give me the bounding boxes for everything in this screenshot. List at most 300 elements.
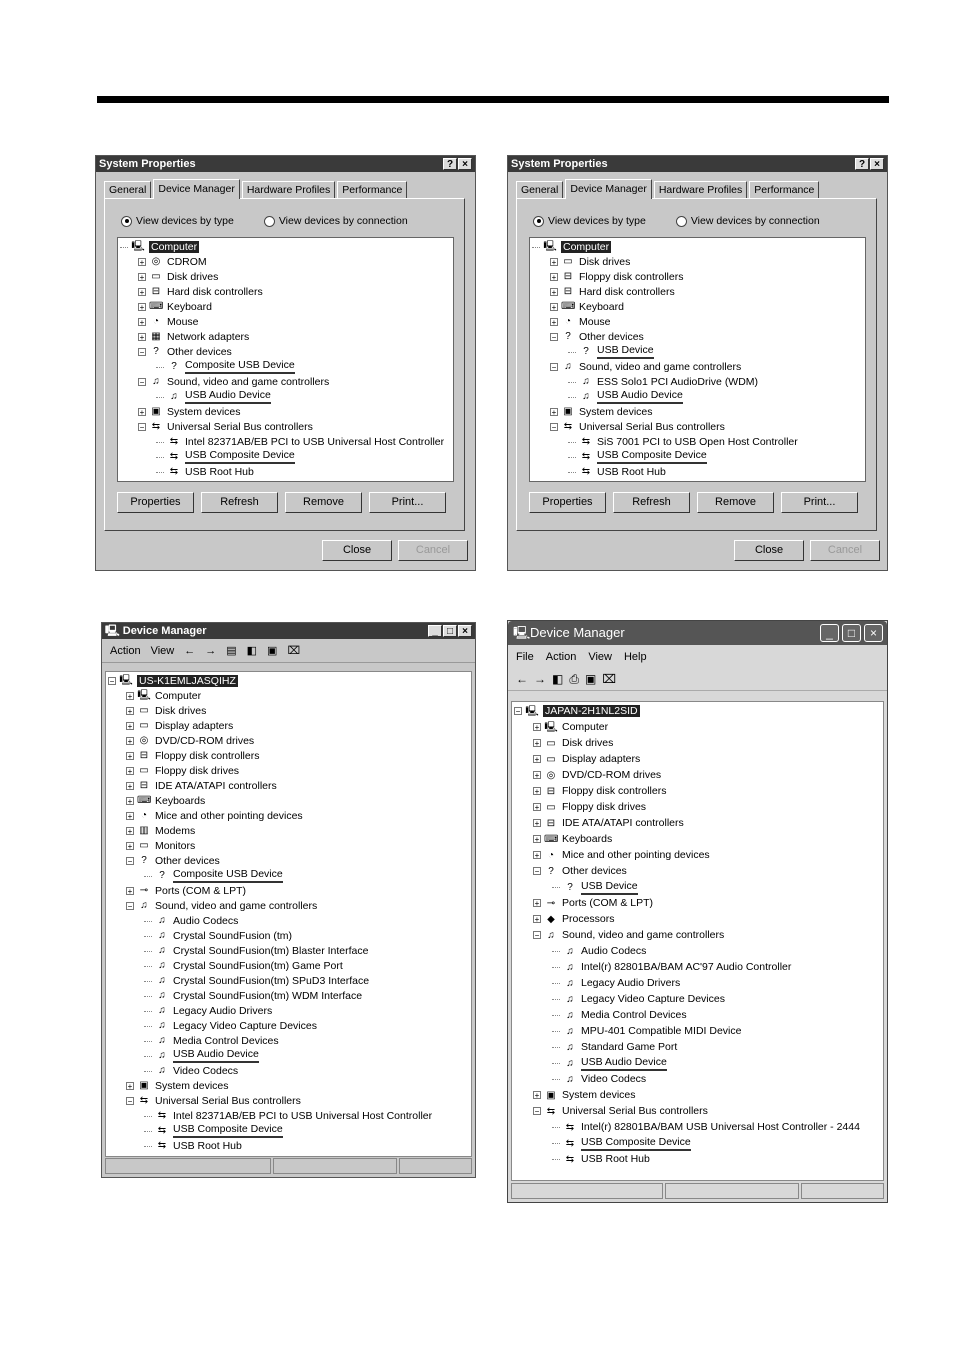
remove-button[interactable]: Remove [285, 492, 362, 513]
tree-item[interactable] [514, 975, 883, 991]
tree-item-label: Mouse [167, 315, 199, 328]
radio-selected-icon [533, 216, 544, 227]
tree-view-icon[interactable]: ◧ [552, 672, 564, 686]
expand-icon[interactable]: + [534, 835, 540, 844]
tree-item[interactable] [532, 299, 865, 314]
tree-item[interactable] [532, 359, 865, 374]
keyboard-icon: ⌨ [561, 301, 576, 312]
tree-item[interactable] [514, 735, 883, 751]
tree-item[interactable] [120, 329, 453, 344]
tree-connector [568, 381, 576, 383]
expand-icon[interactable]: + [534, 787, 540, 796]
tree-item[interactable] [108, 688, 471, 703]
expand-icon[interactable]: + [139, 317, 145, 327]
expand-icon[interactable]: + [127, 796, 133, 806]
menu-action[interactable]: Action [545, 651, 577, 663]
tree-item-label: Standard Game Port [581, 1041, 678, 1053]
usb-icon: ⇆ [565, 1121, 575, 1133]
tree-item[interactable] [514, 927, 883, 943]
tree-item[interactable] [108, 1078, 471, 1093]
expand-icon[interactable]: + [127, 706, 133, 716]
tree-item[interactable] [108, 718, 471, 733]
tree-item-label: Intel 82371AB/EB PCI to USB Universal Host Controller [173, 1109, 433, 1122]
title-bar [508, 156, 887, 172]
tree-item[interactable] [514, 719, 883, 735]
tree-item[interactable] [514, 751, 883, 767]
print-button[interactable]: Print... [781, 492, 858, 513]
tree-item[interactable] [120, 254, 453, 269]
tree-item[interactable] [514, 943, 883, 959]
expand-icon[interactable]: + [139, 287, 145, 297]
tree-item-label: Keyboards [562, 833, 613, 845]
tree-connector [552, 1046, 560, 1048]
collapse-icon[interactable]: − [534, 1107, 540, 1116]
question-icon: ? [153, 346, 159, 357]
tree-item[interactable] [532, 419, 865, 434]
close-button[interactable]: Close [322, 540, 392, 561]
collapse-icon[interactable]: − [139, 347, 145, 357]
expand-icon[interactable]: + [551, 287, 557, 297]
close-button[interactable]: Close [734, 540, 804, 561]
tab-performance[interactable]: Performance [337, 181, 407, 198]
tree-connector [552, 1158, 560, 1160]
tab-device-manager[interactable]: Device Manager [565, 179, 651, 199]
tree-item[interactable] [532, 329, 865, 344]
tree-item-label: DVD/CD-ROM drives [562, 769, 662, 781]
tree-item[interactable] [532, 314, 865, 329]
radio-by-type-label: View devices by type [548, 215, 646, 227]
expand-icon[interactable]: + [551, 317, 557, 327]
expand-icon[interactable]: + [127, 886, 133, 896]
tree-item[interactable] [108, 1063, 471, 1078]
device-tree[interactable] [511, 701, 884, 1181]
tree-item-label: USB Composite Device [581, 1136, 691, 1151]
tree-item[interactable] [514, 1119, 883, 1135]
maximize-icon[interactable]: □ [443, 625, 457, 637]
expand-icon[interactable]: + [534, 739, 540, 748]
tree-item[interactable] [532, 269, 865, 284]
tab-strip [516, 180, 821, 198]
expand-icon[interactable]: + [551, 302, 557, 312]
sound-icon: ♫ [582, 391, 590, 402]
controller-icon: ⊟ [563, 286, 573, 297]
tree-item[interactable] [108, 1108, 471, 1123]
expand-icon[interactable]: + [139, 272, 145, 282]
tree-item[interactable] [120, 389, 453, 404]
menu-help[interactable]: Help [623, 651, 647, 663]
sound-icon: ♫ [158, 1065, 166, 1076]
tree-item[interactable] [514, 1087, 883, 1103]
tree-item-label: USB Root Hub [597, 465, 666, 478]
expand-icon[interactable]: + [534, 819, 540, 828]
expand-icon[interactable]: + [139, 302, 145, 312]
tree-item[interactable] [108, 733, 471, 748]
tree-item-label: Processors [562, 913, 615, 925]
computer-icon: 🖳 [544, 721, 558, 733]
tree-item[interactable] [108, 958, 471, 973]
collapse-icon[interactable]: − [127, 901, 133, 911]
close-icon[interactable]: × [870, 158, 884, 170]
tree-item[interactable] [108, 838, 471, 853]
tree-item[interactable] [532, 434, 865, 449]
tree-item[interactable] [108, 823, 471, 838]
controller-icon: ⊟ [139, 780, 149, 791]
maximize-icon[interactable]: □ [842, 624, 861, 642]
radio-by-connection[interactable] [676, 215, 820, 227]
tree-item-label: Keyboard [167, 300, 212, 313]
properties-button[interactable]: Properties [529, 492, 606, 513]
radio-selected-icon [121, 216, 132, 227]
tree-item-label: Keyboard [579, 300, 624, 313]
radio-by-type[interactable] [121, 215, 234, 227]
tree-item-label: Floppy disk controllers [579, 270, 684, 283]
expand-icon[interactable]: + [139, 332, 145, 342]
device-tree[interactable] [105, 671, 472, 1157]
tree-item[interactable] [108, 868, 471, 883]
collapse-icon[interactable]: − [127, 1096, 133, 1106]
expand-icon[interactable]: + [534, 771, 540, 780]
sound-icon: ♫ [566, 1009, 574, 1021]
tree-connector [144, 935, 152, 937]
tree-connector [552, 982, 560, 984]
tree-item[interactable] [514, 831, 883, 847]
tree-item-label: Universal Serial Bus controllers [579, 420, 725, 433]
mouse-icon: ◔ [140, 810, 148, 821]
collapse-icon[interactable]: − [139, 377, 145, 387]
tree-item[interactable] [532, 239, 865, 254]
tree-item-label: Hard disk controllers [167, 285, 263, 298]
status-pane [801, 1183, 884, 1199]
tree-item-label: Disk drives [155, 704, 207, 717]
tab-general[interactable]: General [516, 181, 563, 198]
tree-item[interactable] [532, 374, 865, 389]
tree-item[interactable] [514, 1103, 883, 1119]
expand-icon[interactable]: + [534, 915, 540, 924]
tree-item[interactable] [514, 1023, 883, 1039]
sound-icon: ♫ [158, 990, 166, 1001]
tree-item[interactable] [532, 464, 865, 479]
collapse-icon[interactable]: − [139, 422, 145, 432]
tree-item-label: Sound, video and game controllers [579, 360, 742, 373]
expand-icon[interactable]: + [534, 723, 540, 732]
radio-unselected-icon [676, 216, 687, 227]
sound-icon: ♫ [170, 391, 178, 402]
tab-hardware-profiles[interactable]: Hardware Profiles [654, 181, 747, 198]
tree-connector [568, 456, 576, 458]
expand-icon[interactable]: + [534, 1091, 540, 1100]
tree-item[interactable] [514, 1135, 883, 1151]
collapse-icon[interactable]: − [551, 332, 557, 342]
minimize-icon[interactable]: _ [820, 624, 839, 642]
expand-icon[interactable]: + [551, 272, 557, 282]
question-icon: ? [583, 346, 589, 357]
tree-item[interactable] [108, 883, 471, 898]
tree-item[interactable] [120, 464, 453, 479]
tree-connector [568, 396, 576, 398]
tree-item[interactable] [514, 895, 883, 911]
tree-item[interactable] [108, 898, 471, 913]
tree-item[interactable] [108, 853, 471, 868]
tree-connector [144, 1010, 152, 1012]
device-tree[interactable] [529, 237, 866, 482]
collapse-icon[interactable]: − [515, 707, 521, 716]
tree-connector [156, 456, 164, 458]
tree-item-label: Modems [155, 824, 196, 837]
tree-view-icon[interactable]: ◧ [246, 645, 258, 657]
tree-item[interactable] [120, 344, 453, 359]
tab-general[interactable]: General [104, 181, 151, 198]
collapse-icon[interactable]: − [534, 931, 540, 940]
tree-item[interactable] [120, 284, 453, 299]
tree-connector [568, 441, 576, 443]
tree-item[interactable] [108, 763, 471, 778]
tree-item-label: System devices [155, 1079, 229, 1092]
tree-item[interactable] [514, 799, 883, 815]
system-icon: ▣ [546, 1089, 556, 1101]
close-icon[interactable]: × [864, 624, 883, 642]
collapse-icon[interactable]: − [534, 867, 540, 876]
tree-item[interactable] [514, 1071, 883, 1087]
tree-item[interactable] [120, 359, 453, 374]
minimize-icon[interactable]: _ [428, 625, 442, 637]
title-bar [102, 623, 475, 639]
tab-hardware-profiles[interactable]: Hardware Profiles [242, 181, 335, 198]
expand-icon[interactable]: + [534, 851, 540, 860]
tree-item-label: USB Composite Device [173, 1123, 283, 1138]
expand-icon[interactable]: + [127, 766, 133, 776]
collapse-icon[interactable]: − [109, 676, 115, 686]
tree-item-label: Keyboards [155, 794, 206, 807]
expand-icon[interactable]: + [127, 826, 133, 836]
cdrom-icon: ◎ [151, 256, 161, 267]
sound-icon: ♫ [566, 1057, 574, 1069]
forward-icon[interactable]: → [534, 672, 546, 686]
expand-icon[interactable]: + [534, 803, 540, 812]
tree-item[interactable] [120, 434, 453, 449]
modem-icon: ▥ [139, 825, 149, 836]
properties-icon[interactable]: ▣ [267, 645, 278, 657]
device-manager-window-xp [507, 620, 888, 1203]
expand-icon[interactable]: + [127, 841, 133, 851]
help-icon[interactable]: ? [855, 158, 869, 170]
folder-icon[interactable]: ▤ [226, 645, 237, 657]
menu-file[interactable]: File [516, 651, 534, 663]
expand-icon[interactable]: + [127, 781, 133, 791]
tree-item[interactable] [108, 703, 471, 718]
mouse-icon: ◔ [152, 316, 160, 327]
tree-item[interactable] [108, 808, 471, 823]
back-icon[interactable]: ← [184, 644, 196, 657]
collapse-icon[interactable]: − [127, 856, 133, 866]
tree-item[interactable] [514, 767, 883, 783]
sound-icon: ♫ [158, 930, 166, 941]
tree-item[interactable] [514, 879, 883, 895]
tree-connector [144, 920, 152, 922]
back-icon[interactable]: ← [516, 672, 528, 686]
device-tree[interactable] [117, 237, 454, 482]
radio-by-type[interactable] [533, 215, 646, 227]
expand-icon[interactable]: + [127, 736, 133, 746]
tree-item[interactable] [532, 344, 865, 359]
help-icon[interactable]: ? [443, 158, 457, 170]
tree-item-label: System devices [579, 405, 653, 418]
tree-item[interactable] [514, 991, 883, 1007]
expand-icon[interactable]: + [551, 407, 557, 417]
expand-icon[interactable]: + [127, 721, 133, 731]
tree-item[interactable] [120, 314, 453, 329]
print-button[interactable]: Print... [369, 492, 446, 513]
tree-item[interactable] [532, 449, 865, 464]
tree-item-label: Intel 82371AB/EB PCI to USB Universal Host Controller [185, 435, 445, 448]
port-icon: ⊸ [139, 885, 149, 896]
collapse-icon[interactable]: − [551, 362, 557, 372]
tree-item[interactable] [108, 1003, 471, 1018]
tree-connector [156, 396, 164, 398]
usb-icon: ⇆ [169, 436, 179, 447]
tree-item[interactable] [514, 1039, 883, 1055]
tree-connector [144, 875, 152, 877]
menu-view[interactable]: View [150, 644, 175, 657]
tree-item[interactable] [108, 928, 471, 943]
tree-item[interactable] [108, 988, 471, 1003]
tree-item-label: Universal Serial Bus controllers [155, 1094, 301, 1107]
tree-item[interactable] [120, 419, 453, 434]
expand-icon[interactable]: + [534, 755, 540, 764]
tree-connector [552, 1126, 560, 1128]
tree-item[interactable] [120, 239, 453, 254]
tree-item[interactable] [120, 374, 453, 389]
usb-icon: ⇆ [169, 466, 179, 477]
close-icon[interactable]: × [458, 625, 472, 637]
properties-button[interactable]: Properties [117, 492, 194, 513]
tree-item-label: Sound, video and game controllers [562, 929, 725, 941]
usb-icon: ⇆ [157, 1125, 167, 1136]
expand-icon[interactable]: + [551, 257, 557, 267]
tree-item[interactable] [108, 1093, 471, 1108]
scan-hardware-icon[interactable]: ⌧ [287, 645, 301, 657]
tree-item[interactable] [514, 1055, 883, 1071]
controller-icon: ⊟ [546, 817, 556, 829]
expand-icon[interactable]: + [127, 1081, 133, 1091]
tree-connector [144, 965, 152, 967]
tree-item[interactable] [108, 778, 471, 793]
tree-item[interactable] [120, 269, 453, 284]
tree-item[interactable] [514, 863, 883, 879]
tree-item[interactable] [108, 748, 471, 763]
display-icon: ▭ [546, 753, 556, 765]
cdrom-icon: ◎ [546, 769, 556, 781]
tree-connector [156, 471, 164, 473]
radio-by-connection[interactable] [264, 215, 408, 227]
tree-item[interactable] [532, 404, 865, 419]
remove-button[interactable]: Remove [697, 492, 774, 513]
tree-item[interactable] [514, 847, 883, 863]
scan-hardware-icon[interactable]: ⌧ [602, 672, 617, 686]
expand-icon[interactable]: + [127, 691, 133, 701]
controller-icon: ⊟ [563, 271, 573, 282]
tree-item[interactable] [108, 943, 471, 958]
expand-icon[interactable]: + [127, 811, 133, 821]
tab-performance[interactable]: Performance [749, 181, 819, 198]
tree-item[interactable] [514, 815, 883, 831]
tree-item[interactable] [108, 1048, 471, 1063]
tree-item[interactable] [532, 254, 865, 269]
tree-item[interactable] [108, 793, 471, 808]
close-icon[interactable]: × [458, 158, 472, 170]
tab-device-manager[interactable]: Device Manager [153, 179, 239, 199]
tree-item[interactable] [514, 1151, 883, 1167]
tree-item-label: Composite USB Device [185, 359, 295, 374]
tree-item[interactable] [120, 299, 453, 314]
expand-icon[interactable]: + [139, 407, 145, 417]
menu-view[interactable]: View [588, 651, 612, 663]
tree-connector [552, 950, 560, 952]
refresh-button[interactable]: Refresh [613, 492, 690, 513]
tree-connector [552, 886, 560, 888]
tree-item[interactable] [108, 973, 471, 988]
status-pane [665, 1183, 799, 1199]
refresh-button[interactable]: Refresh [201, 492, 278, 513]
tree-item[interactable] [108, 1138, 471, 1153]
tree-item[interactable] [514, 959, 883, 975]
question-icon: ? [565, 331, 571, 342]
collapse-icon[interactable]: − [551, 422, 557, 432]
tree-item[interactable] [108, 1123, 471, 1138]
tree-item-label: Hard disk controllers [579, 285, 675, 298]
question-icon: ? [567, 881, 573, 893]
computer-icon: 🖳 [131, 241, 145, 252]
sound-icon: ♫ [566, 1025, 574, 1037]
radio-by-connection-label: View devices by connection [690, 215, 820, 227]
tree-item-label: Intel(r) 82801BA/BAM USB Universal Host Controller - 2444 [581, 1121, 860, 1133]
window-title: Device Manager [122, 625, 207, 637]
tree-item-label: Floppy disk controllers [155, 749, 260, 762]
tree-item[interactable] [514, 783, 883, 799]
tree-item[interactable] [532, 389, 865, 404]
tree-item[interactable] [120, 449, 453, 464]
expand-icon[interactable]: + [534, 899, 540, 908]
tree-item[interactable] [108, 673, 471, 688]
display-icon: ▭ [139, 840, 149, 851]
radio-by-connection-label: View devices by connection [278, 215, 408, 227]
cancel-button[interactable]: Cancel [398, 540, 468, 561]
cancel-button[interactable]: Cancel [810, 540, 880, 561]
tree-item[interactable] [108, 913, 471, 928]
sound-icon: ♫ [158, 1020, 166, 1031]
status-bar [511, 1183, 884, 1199]
mouse-icon: ◔ [547, 849, 555, 861]
tree-item[interactable] [108, 1018, 471, 1033]
usb-icon: ⇆ [139, 1095, 149, 1106]
tree-item[interactable] [532, 284, 865, 299]
tree-item-label: Composite USB Device [173, 868, 283, 883]
print-icon[interactable]: ⎙ [569, 672, 579, 686]
expand-icon[interactable]: + [127, 751, 133, 761]
tree-item[interactable] [120, 404, 453, 419]
expand-icon[interactable]: + [139, 257, 145, 267]
usb-icon: ⇆ [546, 1105, 556, 1117]
tree-item-label: Audio Codecs [173, 914, 239, 927]
keyboard-icon: ⌨ [137, 795, 152, 806]
tree-item[interactable] [514, 1007, 883, 1023]
properties-icon[interactable]: ▣ [584, 672, 597, 686]
tree-item[interactable] [108, 1033, 471, 1048]
menu-action[interactable]: Action [110, 644, 141, 657]
tree-item[interactable] [514, 911, 883, 927]
question-icon: ? [159, 870, 165, 881]
forward-icon[interactable]: → [205, 644, 217, 657]
tree-item[interactable] [514, 703, 883, 719]
